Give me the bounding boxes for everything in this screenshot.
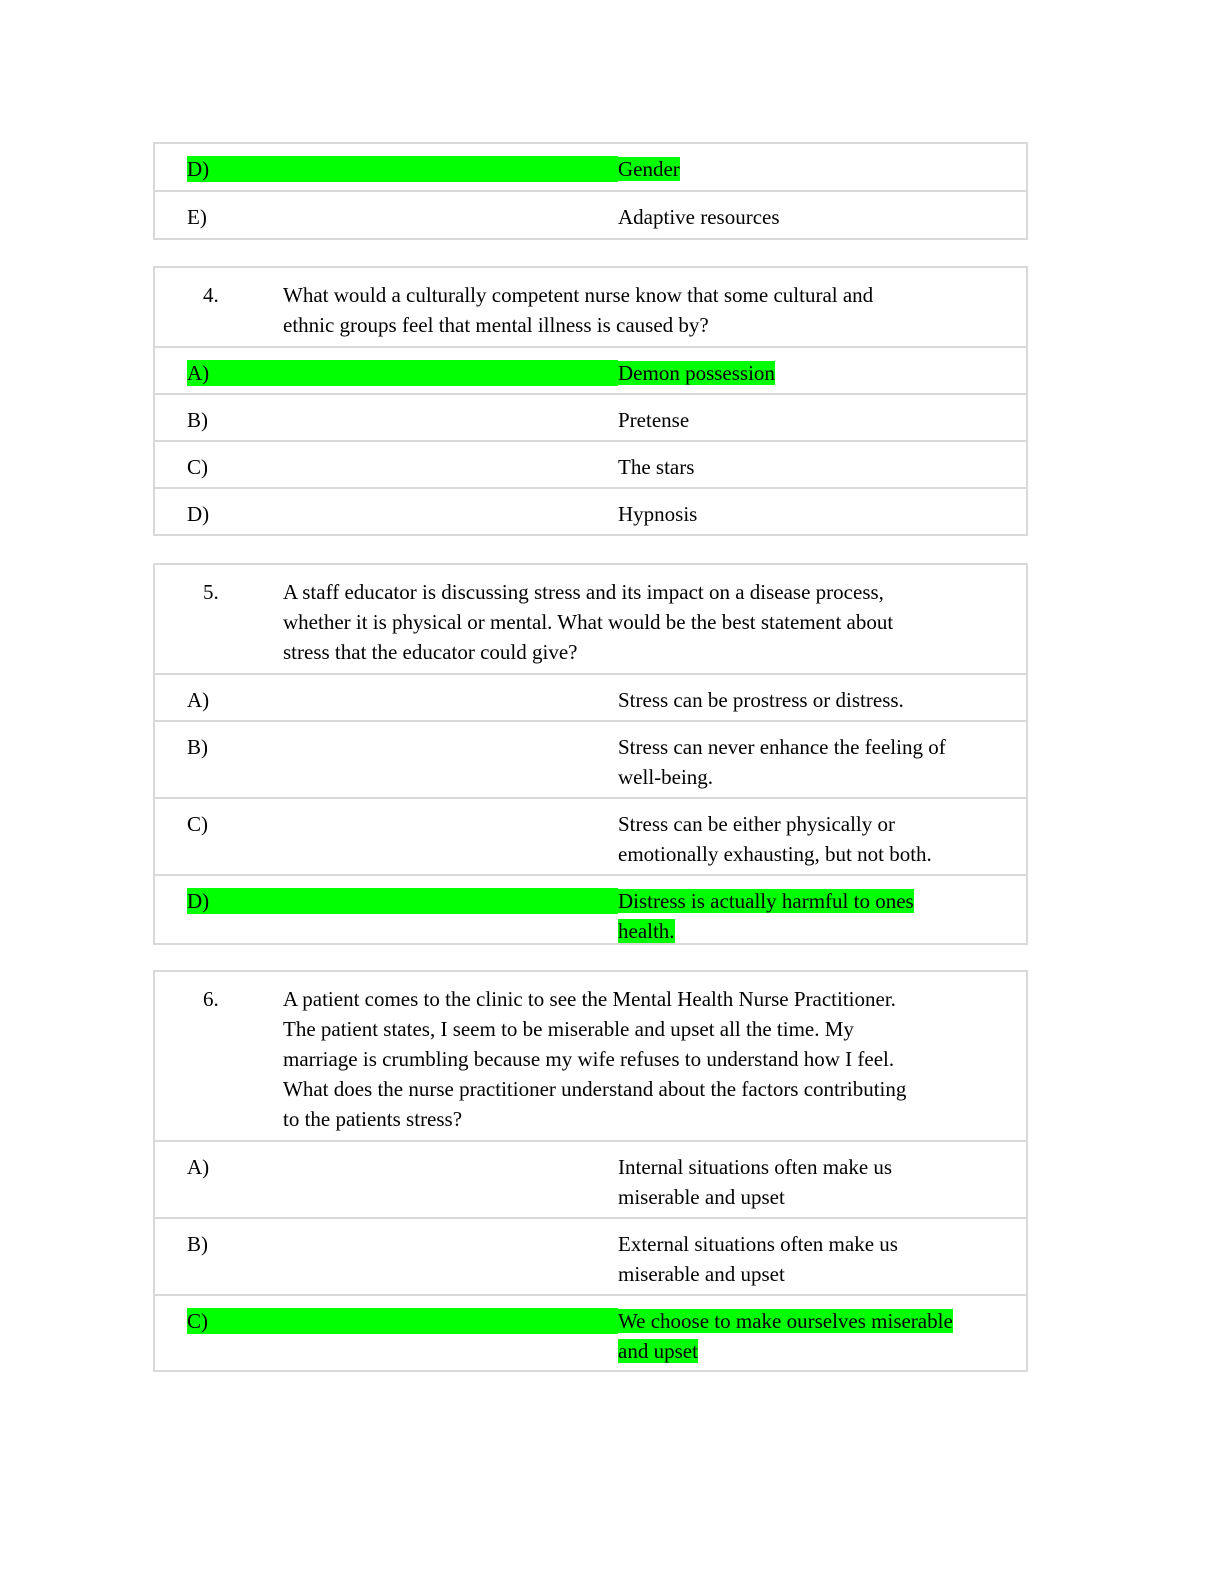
option-letter: B) [187,735,208,759]
option-text [618,499,998,529]
question-stem [155,565,1026,673]
option-letter: C) [187,455,208,479]
answer-option-c [155,797,1026,874]
option-text-line: emotionally exhausting, but not both. [618,842,932,866]
option-text-line: Demon possession [618,361,775,385]
answer-option-a [155,1140,1026,1217]
option-text-line: Pretense [618,408,690,432]
answer-option-a [155,346,1026,393]
correct-answer-highlight [187,156,618,182]
option-text-line: External situations often make us [618,1232,898,1256]
option-text [618,452,998,482]
option-letter: B) [187,1232,208,1256]
option-text [618,405,998,435]
option-text-line: Distress is actually harmful to ones [618,889,914,913]
option-text-line: Stress can be either physically or [618,812,895,836]
question-text: What would a culturally competent nurse know that some cultural and ethnic groups feel that mental illness is caused by? [283,283,874,337]
question-number: 6. [203,987,219,1011]
option-text [618,1152,998,1212]
option-text-line: Adaptive resources [618,205,780,229]
option-letter: A) [187,1155,210,1179]
answer-option-d [155,487,1026,534]
correct-answer-highlight [187,360,618,386]
option-text [618,358,998,388]
answer-option-d [155,874,1026,943]
question-5-table [153,563,1028,945]
answer-option-d [155,144,1026,190]
option-letter: D) [187,502,210,526]
option-letter: C) [187,1309,208,1333]
answer-option-b [155,1217,1026,1294]
option-text-line: health. [618,919,675,943]
answer-option-c [155,1294,1026,1370]
option-text [618,154,998,184]
answer-option-b [155,393,1026,440]
option-text [618,1229,998,1289]
question-text: A patient comes to the clinic to see the Mental Health Nurse Practitioner. The patient states, I seem to be miserable and upset all the time. My marriage is crumbling because my wife refuses to understand how I feel. What does the nurse practitioner understand about the factors contributing to the patients stress? [283,987,907,1131]
option-text-line: miserable and upset [618,1262,785,1286]
question-text: A staff educator is discussing stress and its impact on a disease process, whether it is physical or mental. What would be the best statement about stress that the educator could give? [283,580,894,664]
option-letter: C) [187,812,208,836]
option-letter: D) [187,157,210,181]
correct-answer-highlight [187,888,618,914]
option-text-line: Stress can be prostress or distress. [618,688,904,712]
option-text-line: We choose to make ourselves miserable [618,1309,953,1333]
question-4-table [153,266,1028,536]
option-text-line: Gender [618,157,680,181]
option-letter: A) [187,361,210,385]
question-6-table [153,970,1028,1372]
option-text [618,886,998,946]
option-text [618,809,998,869]
option-text [618,685,998,715]
question-number: 4. [203,283,219,307]
answer-option-a [155,673,1026,720]
question-stem [155,972,1026,1140]
option-text-line: well-being. [618,765,714,789]
question-stem [155,268,1026,346]
question-3-options-table [153,142,1028,240]
option-text-line: The stars [618,455,695,479]
option-text-line: Internal situations often make us [618,1155,893,1179]
option-letter: E) [187,205,207,229]
answer-option-e [155,190,1026,238]
correct-answer-highlight [187,1308,618,1334]
answer-option-c [155,440,1026,487]
option-text [618,1306,998,1366]
option-letter: D) [187,889,210,913]
option-letter: B) [187,408,208,432]
option-text [618,732,998,792]
option-text-line: and upset [618,1339,698,1363]
option-text-line: Hypnosis [618,502,698,526]
option-text-line: Stress can never enhance the feeling of [618,735,946,759]
question-number: 5. [203,580,219,604]
option-text-line: miserable and upset [618,1185,785,1209]
option-letter: A) [187,688,210,712]
option-text [618,202,998,232]
answer-option-b [155,720,1026,797]
